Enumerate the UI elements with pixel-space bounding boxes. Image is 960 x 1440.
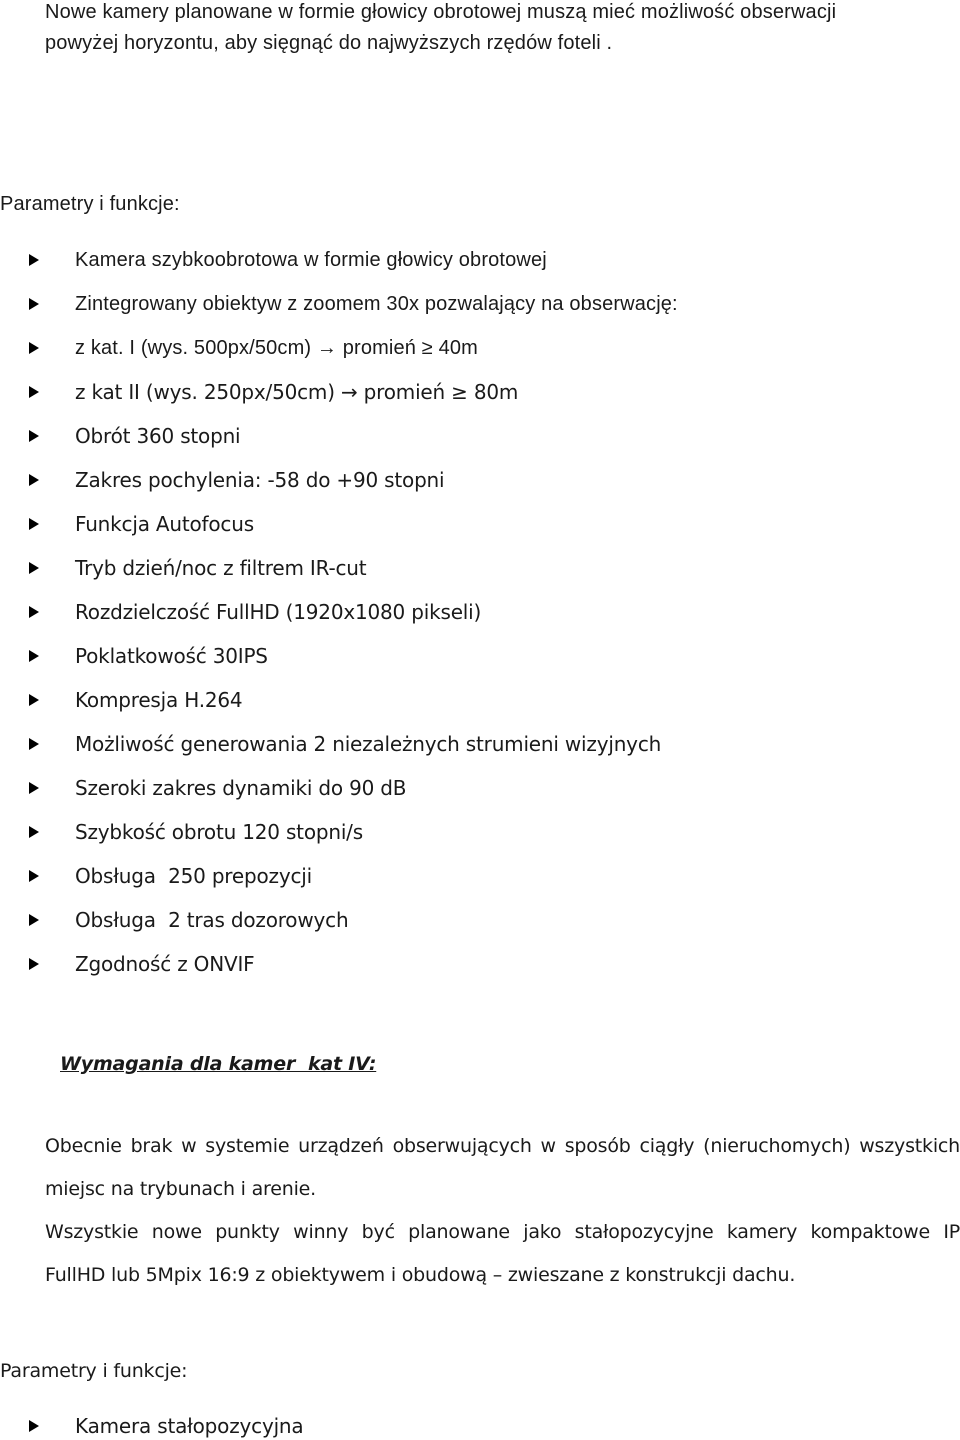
triangle-right-icon [29, 650, 39, 662]
list-item-text: Poklatkowość 30IPS [75, 644, 268, 668]
triangle-right-icon [29, 1420, 39, 1432]
triangle-right-icon [29, 694, 39, 706]
list-item-text: Rozdzielczość FullHD (1920x1080 pikseli) [75, 600, 482, 624]
list-item-text: Kamera szybkoobrotowa w formie głowicy obrotowej [75, 249, 547, 271]
triangle-right-icon [29, 254, 39, 266]
triangle-right-icon [29, 562, 39, 574]
triangle-right-icon [29, 386, 39, 398]
triangle-right-icon [29, 606, 39, 618]
list-item-text: Kompresja H.264 [75, 688, 243, 712]
intro-line-1: Nowe kamery planowane w formie głowicy obrotowej muszą mieć możliwość obserwacji [45, 1, 837, 23]
list-item-text: Zakres pochylenia: -58 do +90 stopni [75, 468, 445, 492]
paragraph-new-points [45, 1211, 960, 1297]
list-item-text: z kat. I (wys. 500px/50cm) → promień ≥ 40m [75, 337, 478, 359]
triangle-right-icon [29, 298, 39, 310]
triangle-right-icon [29, 914, 39, 926]
paragraph-line: Wszystkie nowe punkty winny być planowane jako stałopozycyjne kamery kompaktowe IP [45, 1221, 960, 1243]
triangle-right-icon [29, 518, 39, 530]
list-item-text: Obsługa 250 prepozycji [75, 864, 312, 888]
list-item-text: Obsługa 2 tras dozorowych [75, 908, 349, 932]
triangle-right-icon [29, 782, 39, 794]
list-item-text: Zintegrowany obiektyw z zoomem 30x pozwalający na obserwację: [75, 293, 678, 315]
list-item-text: Możliwość generowania 2 niezależnych strumieni wizyjnych [75, 732, 662, 756]
triangle-right-icon [29, 870, 39, 882]
intro-line-2: powyżej horyzontu, aby sięgnąć do najwyższych rzędów foteli . [45, 32, 613, 54]
list-item-text: Szeroki zakres dynamiki do 90 dB [75, 776, 407, 800]
section-heading-kat-iv: Wymagania dla kamer kat IV: [60, 1053, 377, 1075]
list-item-text: Kamera stałopozycyjna [75, 1414, 304, 1438]
triangle-right-icon [29, 430, 39, 442]
list-item-text: Funkcja Autofocus [75, 512, 254, 536]
triangle-right-icon [29, 826, 39, 838]
list-item-text: z kat II (wys. 250px/50cm) → promień ≥ 80m [75, 380, 519, 404]
list-item-text: Zgodność z ONVIF [75, 952, 255, 976]
triangle-right-icon [29, 738, 39, 750]
paragraph-current-state [45, 1125, 960, 1211]
paragraph-line: miejsc na trybunach i arenie. [45, 1178, 316, 1200]
paragraph-line: Obecnie brak w systemie urządzeń obserwujących w sposób ciągły (nieruchomych) wszystkich [45, 1135, 960, 1157]
paragraph-line: FullHD lub 5Mpix 16:9 z obiektywem i obudową – zwieszane z konstrukcji dachu. [45, 1264, 796, 1286]
list-item-text: Tryb dzień/noc z filtrem IR-cut [75, 556, 367, 580]
section-title-parameters-2: Parametry i funkcje: [0, 1360, 188, 1382]
triangle-right-icon [29, 474, 39, 486]
list-item-text: Obrót 360 stopni [75, 424, 241, 448]
list-item-text: Szybkość obrotu 120 stopni/s [75, 820, 363, 844]
triangle-right-icon [29, 342, 39, 354]
triangle-right-icon [29, 958, 39, 970]
section-title-parameters: Parametry i funkcje: [0, 193, 180, 215]
